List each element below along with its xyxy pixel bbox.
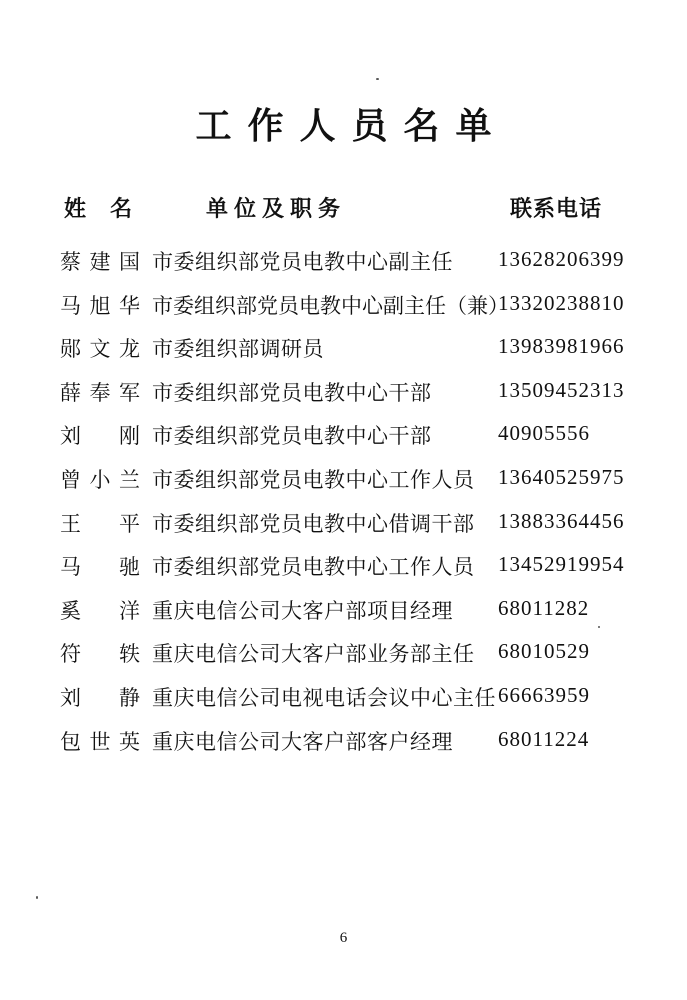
row-phone: 68011224	[498, 726, 590, 751]
row-name-text: 刘 刚	[60, 424, 140, 449]
row-unit: 市委组织部党员电教中心副主任（兼）	[152, 293, 509, 318]
row-name-text: 奚 洋	[60, 598, 140, 623]
row-name-text: 蔡 建 国	[60, 250, 140, 274]
table-row	[0, 464, 687, 508]
row-name	[60, 508, 140, 538]
row-name-text: 符 轶	[60, 642, 140, 667]
table-row	[0, 682, 687, 726]
row-unit: 重庆电信公司大客户部业务部主任	[152, 642, 475, 667]
row-name-text: 曾 小 兰	[60, 467, 140, 492]
table-row	[0, 377, 687, 421]
row-phone: 68011282	[498, 595, 590, 620]
row-name-text: 马 驰	[60, 555, 140, 580]
row-phone: 13320238810	[498, 290, 625, 315]
row-phone: 13640525975	[498, 464, 625, 489]
row-name	[60, 638, 140, 668]
row-name	[60, 246, 140, 276]
row-unit: 市委组织部党员电教中心借调干部	[152, 511, 475, 536]
row-unit: 市委组织部党员电教中心干部	[152, 380, 432, 405]
table-row	[0, 290, 687, 334]
row-name	[60, 420, 140, 450]
row-phone: 13452919954	[498, 552, 625, 577]
row-name	[60, 290, 140, 320]
row-name	[60, 464, 140, 494]
row-phone: 40905556	[498, 421, 590, 446]
header-name: 姓名	[64, 197, 157, 222]
row-unit: 市委组织部调研员	[152, 337, 324, 362]
table-row	[0, 508, 687, 552]
row-name-text: 薛 奉 军	[60, 380, 140, 405]
row-name-text: 王 平	[60, 511, 140, 536]
row-unit: 重庆电信公司大客户部客户经理	[152, 729, 453, 754]
row-phone: 13983981966	[498, 334, 625, 359]
table-row	[0, 595, 687, 639]
scan-speck	[36, 896, 38, 899]
row-phone: 13628206399	[498, 247, 625, 271]
row-phone: 13883364456	[498, 508, 625, 533]
row-phone: 68010529	[498, 639, 590, 664]
staff-list	[0, 246, 687, 769]
row-unit: 重庆电信公司大客户部项目经理	[152, 598, 453, 623]
row-name	[60, 595, 140, 625]
table-row	[0, 726, 687, 770]
row-phone: 13509452313	[498, 377, 625, 402]
header-unit: 单位及职务	[206, 197, 347, 222]
page-title: 工作人员名单	[195, 106, 508, 147]
row-unit: 市委组织部党员电教中心工作人员	[152, 555, 475, 580]
row-name	[60, 333, 140, 363]
row-name	[60, 377, 140, 407]
row-name-text: 刘 静	[60, 685, 140, 710]
table-row	[0, 420, 687, 464]
row-unit: 市委组织部党员电教中心干部	[152, 424, 432, 449]
table-row	[0, 551, 687, 595]
table-row	[0, 333, 687, 377]
table-row	[0, 638, 687, 682]
row-name-text: 马 旭 华	[60, 293, 140, 318]
header-phone: 联系电话	[510, 197, 603, 222]
row-name	[60, 726, 140, 756]
page-number: 6	[339, 930, 348, 946]
row-name-text: 郧 文 龙	[60, 337, 140, 362]
row-name-text: 包 世 英	[60, 729, 140, 754]
row-name	[60, 551, 140, 581]
row-name	[60, 682, 140, 712]
table-row	[0, 246, 687, 290]
row-unit: 市委组织部党员电教中心工作人员	[152, 467, 475, 492]
row-unit: 市委组织部党员电教中心副主任	[152, 250, 453, 274]
row-unit: 重庆电信公司电视电话会议中心主任	[152, 685, 496, 710]
row-phone: 66663959	[498, 682, 590, 707]
scan-speck	[376, 78, 379, 80]
scan-speck	[598, 626, 600, 628]
